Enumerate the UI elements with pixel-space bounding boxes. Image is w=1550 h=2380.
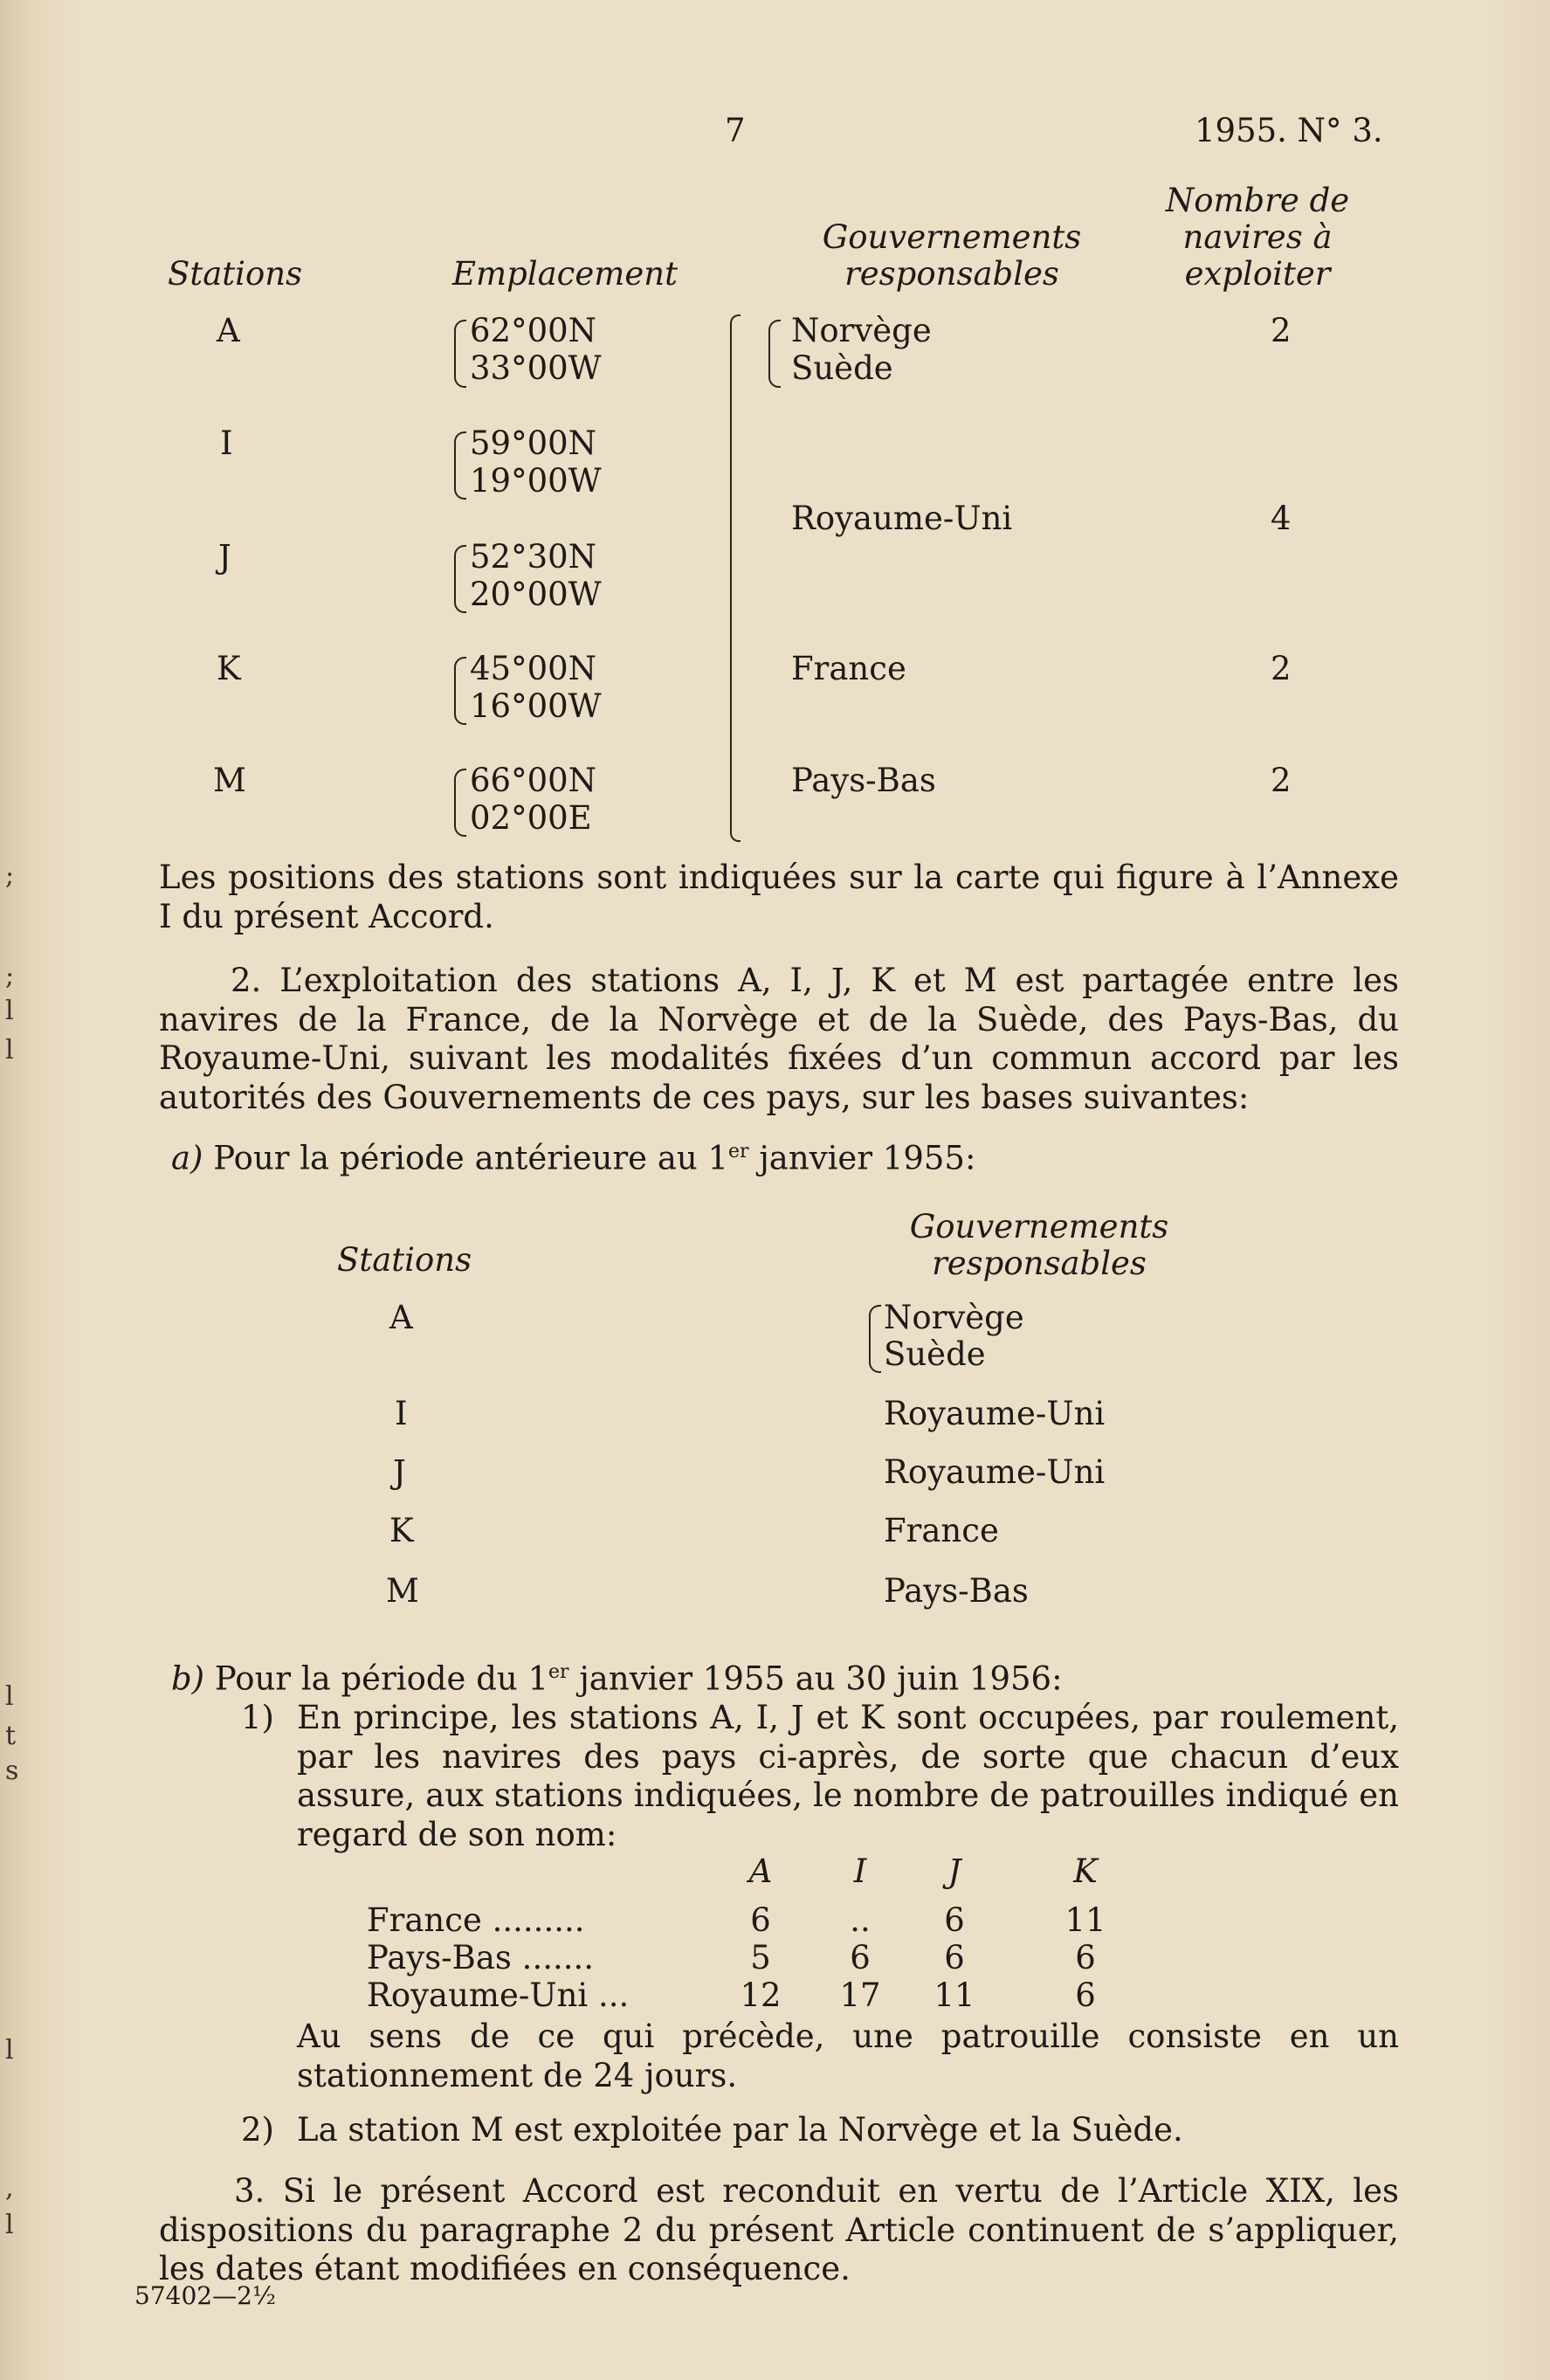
patrol-value: 17 (839, 1976, 881, 2014)
footer-code: 57402—2½ (134, 2281, 277, 2310)
paragraph-2: 2. L’exploitation des stations A, I, J, K et M est partagée entre les navires de la France, de la Norvège et de la Suède, des Pays-Bas, du Royaume-Uni, suivant les modalités fixées d’un commun accord par les autorités des Gouvernements de ces pays, sur les bases suivantes: (159, 962, 1399, 1116)
patrol-value: 6 (944, 1939, 965, 1976)
t2-header-gouv-1: Gouvernements (909, 1208, 1169, 1245)
t2-header-gouv-2: responsables (932, 1245, 1147, 1282)
t2-government: Royaume-Uni (884, 1395, 1106, 1432)
paragraph-positions: Les positions des stations sont indiquées sur la carte qui figure à l’Annexe I du présent Accord. (159, 859, 1399, 935)
government-name: Royaume-Uni (791, 500, 1013, 537)
longitude: 20°00W (470, 576, 602, 613)
col-header-nombre-2: navires à (1182, 218, 1333, 256)
document-reference: 1955. N° 3. (1195, 112, 1383, 149)
longitude: 16°00W (470, 687, 602, 725)
patrol-value: 6 (1075, 1939, 1096, 1976)
item-1-number: 1) (241, 1699, 274, 1736)
section-a-sup: er (728, 1141, 749, 1162)
item-1-text: En principe, les stations A, I, J et K sont occupées, par roulement, par les navires des pays ci-après, de sorte que chacun d’eux assure, aux stations indiquées, le nombre de patrouilles indiqué en regard de son nom: (297, 1699, 1399, 1853)
section-b-label: b) (171, 1659, 205, 1698)
coordinate-brace (454, 657, 466, 725)
t2-government: Suède (884, 1335, 986, 1373)
coordinate-brace (454, 431, 466, 500)
patrol-note: Au sens de ce qui précède, une patrouille consiste en un stationnement de 24 jours. (297, 2018, 1399, 2094)
patrol-value: 12 (740, 1976, 782, 2014)
station-label: A (217, 312, 240, 349)
t2-station: K (389, 1512, 414, 1549)
patrol-value: 6 (850, 1939, 871, 1976)
col-header-gouv-1: Gouvernements (822, 218, 1082, 256)
latitude: 45°00N (470, 650, 597, 687)
col-header-gouv-2: responsables (844, 255, 1059, 293)
col-header-nombre-1: Nombre de (1165, 182, 1350, 219)
section-b (171, 1653, 1063, 1698)
latitude: 62°00N (470, 312, 597, 349)
patrol-header-a: A (748, 1852, 773, 1890)
section-b-sup: er (548, 1661, 569, 1683)
patrol-value: 6 (944, 1901, 965, 1939)
patrol-header-j: J (947, 1852, 961, 1890)
government-name: Norvège (791, 312, 932, 349)
patrol-value: 6 (1075, 1976, 1096, 2014)
t2-government: Pays-Bas (884, 1572, 1029, 1610)
coordinate-brace (454, 545, 466, 613)
t2-government: Royaume-Uni (884, 1453, 1106, 1491)
government-name: Pays-Bas (791, 762, 936, 799)
governments-bracket (730, 314, 741, 842)
t2-station: J (393, 1453, 406, 1491)
paragraph-3: 3. Si le présent Accord est reconduit en vertu de l’Article XIX, les dispositions du paragraphe 2 du présent Article continuent de s’appliquer, les dates étant modifiées en conséquence. (159, 2172, 1399, 2287)
station-label: I (220, 424, 233, 462)
t2-brace (869, 1305, 881, 1373)
coordinate-brace (454, 320, 466, 388)
latitude: 66°00N (470, 762, 597, 799)
section-b-text-2: janvier 1955 au 30 juin 1956: (568, 1659, 1063, 1698)
latitude: 59°00N (470, 424, 597, 462)
longitude: 33°00W (470, 349, 602, 387)
patrol-country: Pays-Bas ....... (367, 1939, 595, 1976)
government-name: France (791, 650, 906, 687)
col-header-emplacement: Emplacement (452, 255, 678, 293)
page: 7 1955. N° 3. Nombre de Gouvernements navires à Stations Emplacement responsables exploiter A I J K M 62°00N 33°00W 59°00N 19°00W 52°30N 20°00W 45°00N 16°00W 66°00N 02°00E Norvège Suède 2 Royaume-Uni 4 France 2 Pays-Bas 2 Les positions des stations sont indiquées sur la carte qui figure à l’Annexe I du présent Accord. 2. L’exploitation des stations A, I, J, K et M est partagée entre les navires de la France, de la Norvège et de la Suède, des Pays-Bas, du Royaume-Uni, suivant les modalités fixées d’un commun accord par les autorités des Gouvernements de ces pays, sur les bases suivantes: a) Pour la période antérieure au 1er janvier 1955: Gouvernements Stations responsables A Norvège Suède I Royaume-Uni J Royaume-Uni K France M Pays-Bas b) Pour la période du 1er janvier 1955 au 30 juin 1956: 1) En principe, les stations A, I, J et K sont occupées, par roulement, par les navires des pays ci-après, de sorte que chacun d’eux assure, aux stations indiquées, le nombre de patrouilles indiqué en regard de son nom: A I J K France ......... 6 .. 6 11 Pays-Bas ....... 5 6 6 6 Royaume-Uni ... 12 17 11 6 Au sens de ce qui précède, une patrouille consiste en un stationnement de 24 jours. 2) La station M est exploitée par la Norvège et la Suède. 3. Si le présent Accord est reconduit en vertu de l’Article XIX, les dispositions du paragraphe 2 du présent Article continuent de s’appliquer, les dates étant modifiées en conséquence. 57402—2½ ; ; l l l t s l , l (0, 0, 1550, 2380)
patrol-country: Royaume-Uni ... (367, 1976, 630, 2014)
government-name: Suède (791, 349, 893, 387)
station-label: J (218, 538, 231, 576)
patrol-value: 11 (933, 1976, 975, 2014)
ship-count: 4 (1271, 500, 1292, 537)
section-a (171, 1133, 975, 1177)
longitude: 19°00W (470, 462, 602, 500)
latitude: 52°30N (470, 538, 597, 576)
government-brace (768, 320, 781, 388)
section-b-text-1: Pour la période du 1 (214, 1659, 549, 1698)
station-label: M (213, 762, 246, 799)
patrol-header-i: I (853, 1852, 867, 1890)
t2-header-stations: Stations (337, 1241, 472, 1279)
station-label: K (217, 650, 241, 687)
patrol-value: .. (850, 1901, 871, 1939)
ship-count: 2 (1271, 312, 1292, 349)
longitude: 02°00E (470, 799, 592, 837)
ship-count: 2 (1271, 650, 1292, 687)
section-a-text-1: Pour la période antérieure au 1 (213, 1139, 729, 1177)
t2-government: Norvège (884, 1299, 1024, 1336)
section-a-text-2: janvier 1955: (748, 1139, 976, 1177)
patrol-header-k: K (1073, 1852, 1098, 1890)
t2-government: France (884, 1512, 999, 1549)
item-2-text: La station M est exploitée par la Norvège et la Suède. (297, 2111, 1183, 2149)
patrol-value: 11 (1064, 1901, 1106, 1939)
t2-station: M (386, 1572, 419, 1610)
patrol-value: 5 (750, 1939, 771, 1976)
t2-station: I (395, 1395, 408, 1432)
col-header-nombre-3: exploiter (1184, 255, 1331, 293)
col-header-stations: Stations (168, 255, 303, 293)
ship-count: 2 (1271, 762, 1292, 799)
coordinate-brace (454, 769, 466, 837)
page-number: 7 (725, 112, 746, 149)
t2-station: A (389, 1299, 413, 1336)
item-2-number: 2) (241, 2111, 274, 2149)
patrol-country: France ......... (367, 1901, 585, 1939)
section-a-label: a) (171, 1139, 203, 1177)
patrol-value: 6 (750, 1901, 771, 1939)
